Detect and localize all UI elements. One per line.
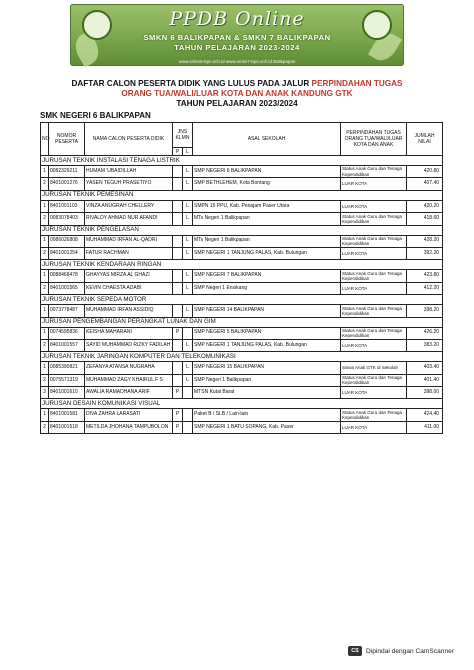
row-p [173,270,183,282]
row-nomor-peserta: 8401001276 [49,178,85,190]
row-nama: FATUR RACHMAN [85,247,173,259]
banner-title: PPDB Online [169,8,305,30]
table-row [41,213,443,225]
jurusan-title: JURUSAN DESAIN KOMUNIKASI VISUAL [41,399,443,409]
jurusan-row [41,295,443,305]
row-asal-sekolah: SMP NEGERI 14 BALIKPAPAN [193,305,341,317]
row-nama: ZEFANYA ATANSA NUGRAHA [85,362,173,374]
camscanner-text: Dipindai dengan CamScanner [366,647,454,655]
table-row [41,247,443,259]
row-l: L [183,282,193,294]
row-no: 1 [41,166,49,178]
jurusan-title: JURUSAN TEKNIK JARINGAN KOMPUTER DAN TELEKOMUNIKASI [41,352,443,362]
ppdb-banner [70,4,404,66]
col-nomor-peserta: NOMOR PESERTA [49,123,85,156]
jurusan-title: JURUSAN TEKNIK INSTALASI TENAGA LISTRIK [41,156,443,166]
row-asal-sekolah: MTs Negeri 1 Balikpapan [193,235,341,247]
jurusan-row [41,260,443,270]
heading-line3: TAHUN PELAJARAN 2023/2024 [176,99,298,108]
row-p [173,362,183,374]
row-no: 1 [41,362,49,374]
row-nomor-peserta: 8401001518 [49,421,85,433]
row-keterangan: LUAR KOTA [341,247,407,259]
row-keterangan: Status Anak Guru dan Tenaga Kependidikan [341,305,407,317]
row-nilai: 428.20 [407,235,443,247]
row-nama: AWALIA RAMADHANA ARIF [85,387,173,399]
col-asal-sekolah: ASAL SEKOLAH [193,123,341,156]
row-l: L [183,305,193,317]
row-p [173,200,183,212]
row-nama: SAYID MUHAMMAD RIZKY FADILAH [85,339,173,351]
results-table [40,122,443,434]
row-l [183,387,193,399]
row-keterangan: Status Anak Guru dan Tenaga Kependidikan [341,374,407,386]
row-nomor-peserta: 0088468478 [49,270,85,282]
row-asal-sekolah: SMPN 15 PPU, Kab. Penajam Paser Utara [193,200,341,212]
row-l: L [183,235,193,247]
banner-line1: SMKN 6 BALIKPAPAN & SMKN 7 BALIKPAPAN [143,33,331,42]
row-keterangan: Status Anak Guru dan Tenaga Kependidikan [341,409,407,421]
row-nama: METILDA JHOHANA TAMPUBOLON [85,421,173,433]
table-row [41,270,443,282]
row-nomor-peserta: 0085390821 [49,362,85,374]
row-nilai: 383.20 [407,339,443,351]
row-keterangan: LUAR KOTA [341,339,407,351]
row-p: P [173,409,183,421]
row-no: 2 [41,247,49,259]
row-l: L [183,374,193,386]
banner-footer: www.smkn6-bpn.sch.id www.smkn7-bpn.sch.id Balikpapan [178,59,296,64]
heading-line1: DAFTAR CALON PESERTA DIDIK YANG LULUS PADA JALUR PERPINDAHAN TUGAS [71,79,403,88]
table-body [41,156,443,434]
row-nilai: 420.20 [407,200,443,212]
col-p: P [173,148,183,156]
jurusan-row [41,352,443,362]
table-row [41,178,443,190]
row-nomor-peserta: 0074595836 [49,327,85,339]
row-asal-sekolah: SMP BETHLEHEM, Kota Bontang [193,178,341,190]
row-l: L [183,166,193,178]
row-l: L [183,213,193,225]
row-p [173,305,183,317]
row-nama: VINZA ANUGRAH CHELLERY [85,200,173,212]
jurusan-row [41,156,443,166]
row-asal-sekolah: SMP NEGERI 15 BALIKPAPAN [193,362,341,374]
school-name: SMK NEGERI 6 BALIKPAPAN [40,111,151,120]
row-no: 1 [41,235,49,247]
table-row [41,327,443,339]
row-nilai: 423.80 [407,270,443,282]
col-nama: NAMA CALON PESERTA DIDIK [85,123,173,156]
row-l: L [183,270,193,282]
row-asal-sekolah: SMP Negeri 1 Balikpapan [193,374,341,386]
row-nama: GHAYYAS MIRZA AL GHAZI [85,270,173,282]
row-no: 2 [41,421,49,433]
row-nilai: 411.00 [407,421,443,433]
row-keterangan: Status Anak Guru dan Tenaga Kependidikan [341,327,407,339]
row-asal-sekolah: SMP NEGERI 7 BALIKPAPAN [193,270,341,282]
jurusan-row [41,317,443,327]
row-asal-sekolah: SMP NEGERI 6 BALIKPAPAN [193,166,341,178]
row-nilai: 426.20 [407,327,443,339]
row-nama: MUHAMMAD IRFAN ASSIDIQ [85,305,173,317]
row-no: 1 [41,305,49,317]
row-nama: KEVIN CHAESTA ADABI [85,282,173,294]
row-p [173,339,183,351]
row-no: 3 [41,387,49,399]
row-l: L [183,200,193,212]
row-keterangan: LUAR KOTA [341,421,407,433]
camscanner-logo-icon: CS [348,646,362,656]
row-nomor-peserta: 8401001610 [49,387,85,399]
row-asal-sekolah: SMP NEGERI 1 BATU SOPANG, Kab. Paser [193,421,341,433]
row-nilai: 401.40 [407,374,443,386]
row-l: L [183,362,193,374]
row-keterangan: LUAR KOTA [341,387,407,399]
row-keterangan: Status Anak Guru dan Tenaga Kependidikan [341,213,407,225]
row-nama: DIVA ZAHRA LARASATI [85,409,173,421]
row-no: 2 [41,339,49,351]
row-nilai: 420.80 [407,166,443,178]
row-p: P [173,327,183,339]
jurusan-row [41,399,443,409]
row-keterangan: LUAR KOTA [341,200,407,212]
row-p [173,213,183,225]
table-row [41,305,443,317]
row-no: 1 [41,327,49,339]
row-keterangan: LUAR KOTA [341,178,407,190]
row-asal-sekolah: SMP NEGERI 5 BALIKPAPAN [193,327,341,339]
row-nama: YASEN TEGUH PRASETIYO [85,178,173,190]
row-nomor-peserta: 0075571319 [49,374,85,386]
row-p [173,247,183,259]
row-keterangan: Status Anak Guru dan Tenaga Kependidikan [341,270,407,282]
heading-line2: ORANG TUA/WALI/LUAR KOTA DAN ANAK KANDUNG GTK [121,89,353,98]
camscanner-watermark [348,646,454,656]
row-nomor-peserta: 0073778487 [49,305,85,317]
row-nomor-peserta: 0083078403 [49,213,85,225]
row-p [173,374,183,386]
jurusan-title: JURUSAN TEKNIK PENGELASAN [41,225,443,235]
row-l [183,409,193,421]
col-jumlah-nilai: JUMLAH NILAI [407,123,443,156]
table-row [41,374,443,386]
row-p [173,282,183,294]
banner-line2: TAHUN PELAJARAN 2023-2024 [174,43,300,52]
row-keterangan: Siswa Anak GTK di Sekolah [341,362,407,374]
jurusan-title: JURUSAN TEKNIK SEPEDA MOTOR [41,295,443,305]
table-row [41,235,443,247]
row-no: 2 [41,213,49,225]
table-row [41,409,443,421]
jurusan-title: JURUSAN PENGEMBANGAN PERANGKAT LUNAK DAN GIM [41,317,443,327]
row-nama: RIVALDY AHMAD NUR AFANDI [85,213,173,225]
col-keterangan: PERPINDAHAN TUGAS ORANG TUA/WALI/LUAR KOTA DAN ANAK [341,123,407,156]
jurusan-row [41,190,443,200]
row-nomor-peserta: 8401001103 [49,200,85,212]
row-p [173,166,183,178]
row-no: 2 [41,178,49,190]
table-row [41,421,443,433]
row-no: 1 [41,200,49,212]
row-p [173,235,183,247]
row-nilai: 412.20 [407,282,443,294]
row-nilai: 392.20 [407,247,443,259]
row-asal-sekolah: Paket B / SLB / Lain-lain [193,409,341,421]
table-row [41,387,443,399]
row-p: P [173,387,183,399]
row-keterangan: LUAR KOTA [341,282,407,294]
row-nilai: 418.60 [407,213,443,225]
jurusan-row [41,225,443,235]
row-no: 2 [41,282,49,294]
row-nomor-peserta: 8401001565 [49,282,85,294]
table-row [41,166,443,178]
row-nama: MUHAMMAD IRFAN AL-QADRI [85,235,173,247]
row-nilai: 407.40 [407,178,443,190]
row-nama: MUHAMMAD ZAGY KHAIRUL F S [85,374,173,386]
table-row [41,282,443,294]
col-no: NO [41,123,49,156]
row-p: P [173,421,183,433]
row-nomor-peserta: 8401001581 [49,409,85,421]
row-no: 2 [41,374,49,386]
row-l: L [183,339,193,351]
row-nilai: 424.40 [407,409,443,421]
row-asal-sekolah: MTSN Kutai Barat [193,387,341,399]
row-nomor-peserta: 0086026808 [49,235,85,247]
row-nomor-peserta: 0082329211 [49,166,85,178]
row-asal-sekolah: MTs Negeri 1 Balikpapan [193,213,341,225]
row-nomor-peserta: 8401001557 [49,339,85,351]
row-l [183,421,193,433]
col-jenis-kelamin: JNS KLMN [173,123,193,148]
row-nilai: 398.00 [407,387,443,399]
row-nilai: 403.40 [407,362,443,374]
row-p [173,178,183,190]
table-row [41,362,443,374]
row-nilai: 398.20 [407,305,443,317]
row-asal-sekolah: SMP Negeri 1 Ensikang [193,282,341,294]
row-nama: KEISHA MAHARANI [85,327,173,339]
row-l [183,327,193,339]
jurusan-title: JURUSAN TEKNIK PEMESINAN [41,190,443,200]
row-nomor-peserta: 8401001254 [49,247,85,259]
table-row [41,339,443,351]
row-asal-sekolah: SMP NEGERI 1 TANJUNG PALAS, Kab. Bulungan [193,247,341,259]
table-row [41,200,443,212]
row-no: 1 [41,270,49,282]
row-asal-sekolah: SMP NEGERI 1 TANJUNG PALAS, Kab. Bulungan [193,339,341,351]
row-keterangan: Status Anak Guru dan Tenaga Kependidikan [341,166,407,178]
col-l: L [183,148,193,156]
jurusan-title: JURUSAN TEKNIK KENDARAAN RINGAN [41,260,443,270]
row-l: L [183,178,193,190]
row-keterangan: Status Anak Guru dan Tenaga Kependidikan [341,235,407,247]
row-l: L [183,247,193,259]
row-no: 1 [41,409,49,421]
row-nama: HUMAM 'UBAIDILLAH [85,166,173,178]
